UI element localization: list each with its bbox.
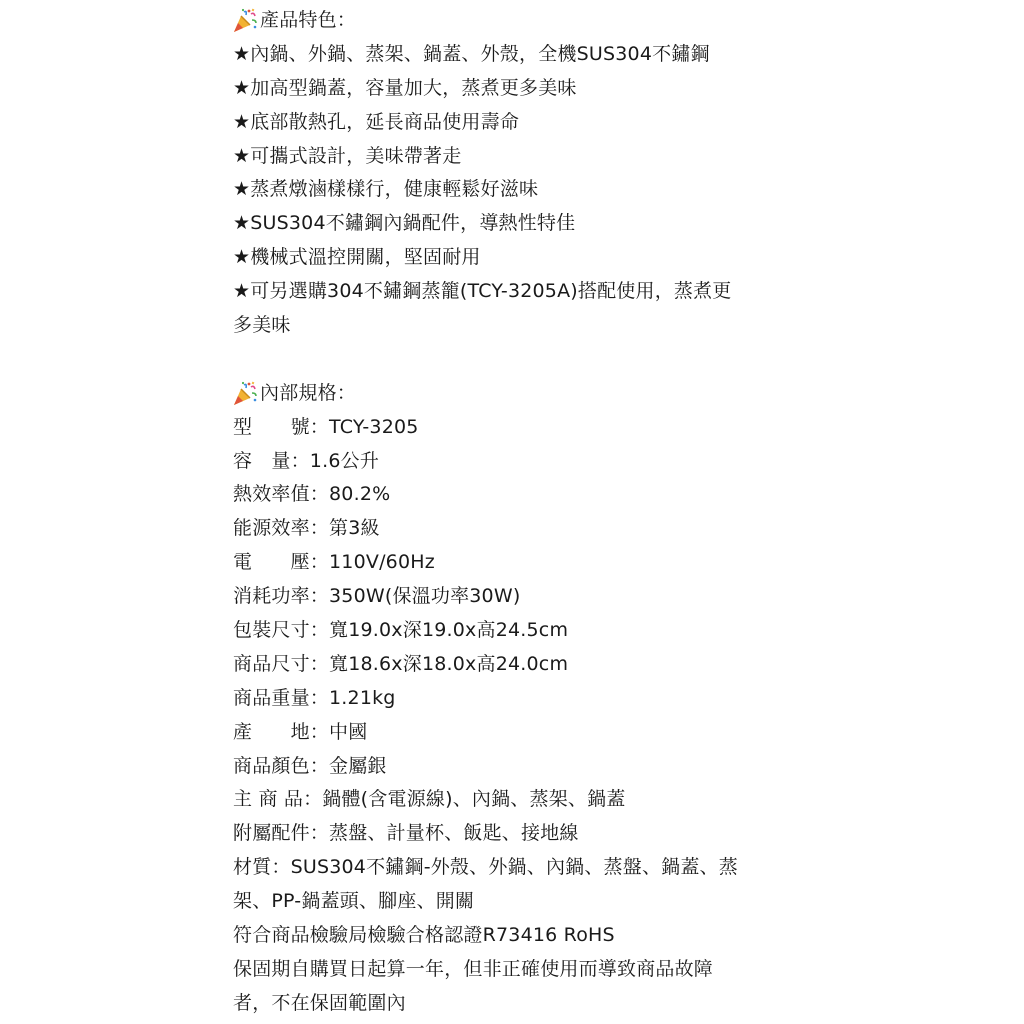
spec-color: 商品顏色：金屬銀 [233, 754, 387, 777]
spec-thermal-efficiency: 熱效率值：80.2% [233, 483, 391, 506]
spec-model: 型 號：TCY-3205 [233, 415, 419, 438]
feature-item: ★可另選購304不鏽鋼蒸籠(TCY-3205A)搭配使用，蒸煮更 [233, 280, 732, 303]
feature-item: ★加高型鍋蓋，容量加大，蒸煮更多美味 [233, 76, 577, 99]
feature-item: ★可攜式設計，美味帶著走 [233, 144, 462, 167]
specs-heading [233, 377, 803, 411]
spec-product-size: 商品尺寸：寬18.6x深18.0x高24.0cm [233, 652, 569, 675]
feature-item: ★SUS304不鏽鋼內鍋配件，導熱性特佳 [233, 212, 576, 235]
feature-item-continuation: 多美味 [233, 314, 291, 337]
feature-item: ★蒸煮燉滷樣樣行，健康輕鬆好滋味 [233, 178, 539, 201]
spec-certification: 符合商品檢驗局檢驗合格認證R73416 RoHS [233, 924, 615, 947]
spec-weight: 商品重量：1.21kg [233, 686, 396, 709]
spec-warranty: 保固期自購買日起算一年，但非正確使用而導致商品故障 [233, 957, 714, 980]
spec-energy-grade: 能源效率：第3級 [233, 517, 380, 540]
spec-package-size: 包裝尺寸：寬19.0x深19.0x高24.5cm [233, 619, 569, 642]
feature-item: ★內鍋、外鍋、蒸架、鍋蓋、外殼，全機SUS304不鏽鋼 [233, 42, 710, 65]
spec-material: 材質：SUS304不鏽鋼-外殼、外鍋、內鍋、蒸盤、鍋蓋、蒸 [233, 856, 738, 879]
section-spacer [233, 343, 803, 377]
spec-origin: 產 地：中國 [233, 720, 368, 743]
features-heading [233, 4, 803, 38]
spec-material-continuation: 架、PP-鍋蓋頭、腳座、開關 [233, 890, 475, 913]
spec-power: 消耗功率：350W(保溫功率30W) [233, 585, 521, 608]
party-popper-icon [232, 8, 258, 34]
product-description [233, 4, 803, 1021]
spec-voltage: 電 壓：110V/60Hz [233, 551, 435, 574]
spec-warranty-continuation: 者，不在保固範圍內 [233, 991, 406, 1014]
party-popper-icon [232, 381, 258, 407]
features-heading-text: 產品特色： [260, 9, 357, 31]
spec-accessories: 附屬配件：蒸盤、計量杯、飯匙、接地線 [233, 822, 579, 845]
feature-item: ★底部散熱孔，延長商品使用壽命 [233, 110, 520, 133]
spec-capacity: 容 量：1.6公升 [233, 449, 380, 472]
feature-item: ★機械式溫控開關，堅固耐用 [233, 246, 481, 269]
specs-heading-text: 內部規格： [260, 381, 357, 404]
spec-main-items: 主 商 品：鍋體(含電源線)、內鍋、蒸架、鍋蓋 [233, 788, 626, 811]
